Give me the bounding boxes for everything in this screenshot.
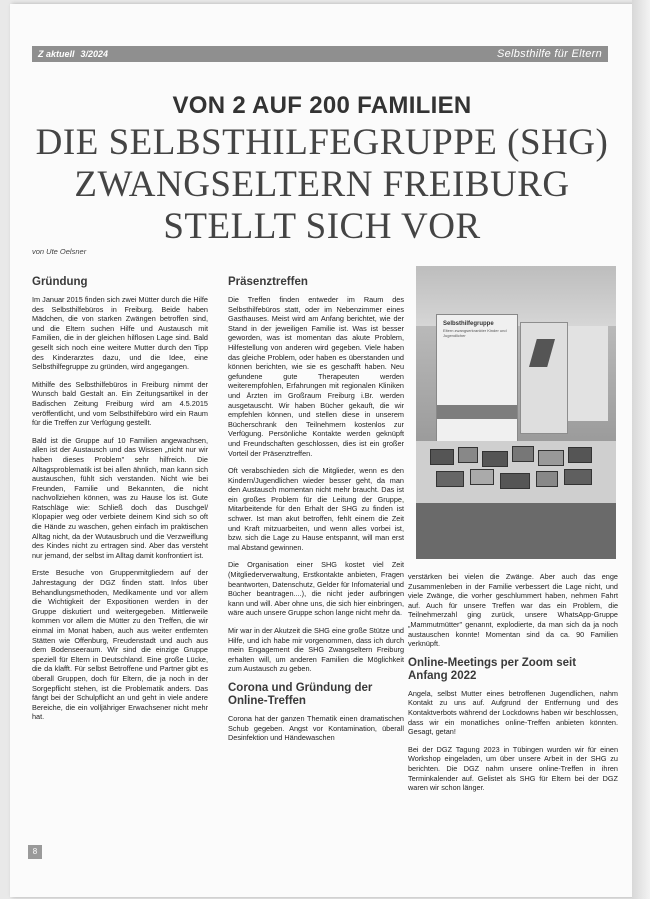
column-1	[32, 276, 208, 730]
paragraph: verstärken bei vielen die Zwänge. Aber auch das enge Zusammenleben in der Familie verbessert die Lage nicht, und viele Zwänge, die vorher geschlummert haben, nehmen Fahrt auf. Auch für unsere Treffen war das ein Problem, die Teilnehmerzahl ging zurück, unsere WhatsApp-Gruppe „Mammutmütter" genannt, explodierte, da man sich da ja noch austauschen konnte! Momentan sind da ca. 90 Familien verknüpft.	[408, 572, 618, 649]
photo-book-table	[416, 441, 616, 559]
page-spine	[632, 0, 650, 899]
paragraph: Mithilfe des Selbsthilfebüros in Freiburg nimmt der Wunsch bald Gestalt an. Ein Zeitungsartikel in der Badischen Zeitung Freiburg wird am 4.5.2015 veröffentlicht, und vom Selbsthilfebüro wird ein Raum für die Treffen zur Verfügung gestellt.	[32, 379, 208, 428]
header-left	[32, 49, 108, 59]
author-byline: von Ute Oelsner	[32, 247, 87, 256]
photo-window	[565, 326, 608, 421]
paragraph: Die Treffen finden entweder im Raum des Selbsthilfebüros statt, oder im Nebenzimmer eines Gasthauses. Meist wird am Anfang berichtet, wie der Stand in der jeweiligen Familie ist. Was ist besser geworden, was ist momentan das akute Problem, Hilfestellung von anderen wird gegeben. Viele haben das gleiche Problem, oder haben es überstanden und können berichten, wie sie es geschafft haben. Neu gefundene gute Therapeuten werden weiterempfohlen, Erfahrungen mit regionalen Kliniken und Ärzten im Großraum Freiburg i.Br. werden ausgetauscht. Wir haben Bücher gekauft, die wir empfehlen können, und stellen diese in unserem Bücherschrank den Teilnehmern kostenlos zur Verfügung. Persönliche Kontakte werden geknüpft und Freundschaften geschlossen, dies ist ein großer Vorteil der Präsenztreffen.	[228, 295, 404, 458]
headline-line-3: STELLT SICH VOR	[163, 206, 481, 247]
paragraph: Mir war in der Akutzeit die SHG eine große Stütze und Hilfe, und ich habe mir vorgenommen, dass ich durch mein Engagement die SHG Zwangseltern Freiburg erhalten will, um anderen Familien die Möglichkeit zum Austausch zu geben.	[228, 626, 404, 674]
column-3	[408, 572, 618, 801]
header-bar	[32, 46, 608, 62]
book-icon	[564, 469, 592, 485]
paragraph: Im Januar 2015 finden sich zwei Mütter durch die Hilfe des Selbsthilfebüros in Freiburg. Beide haben Mädchen, die von starken Zwängen betroffen sind, und die Eltern suchen Hilfe und Austausch mit Familien, die in der gleichen hilflosen Lage sind. Bald gesellt sich noch eine weitere Mutter durch den Tipp des Kinderarztes dazu, und die Idee, eine Selbsthilfegruppe zu gründen, wird angegangen.	[32, 295, 208, 372]
book-icon	[512, 446, 534, 462]
book-icon	[430, 449, 454, 465]
poster-title: Selbsthilfegruppe	[443, 321, 494, 327]
logo-arrow-icon	[529, 339, 555, 367]
book-icon	[482, 451, 508, 467]
headline	[10, 122, 634, 248]
book-icon	[500, 473, 530, 489]
section-heading-online: Online-Meetings per Zoom seit Anfang 2022	[408, 656, 577, 682]
photo-poster-2	[520, 322, 568, 434]
headline-line-2: ZWANGSELTERN FREIBURG	[74, 164, 570, 205]
headline-line-1: DIE SELBSTHILFEGRUPPE (SHG)	[35, 122, 609, 163]
poster-subtitle: Eltern zwangserkrankter Kinder und Jugendlicher	[443, 328, 507, 338]
magazine-page	[10, 4, 634, 897]
book-icon	[568, 447, 592, 463]
book-icon	[470, 469, 494, 485]
book-icon	[538, 450, 564, 466]
paragraph: Corona hat der ganzen Thematik einen dramatischen Schub gegeben. Angst vor Kontamination, überall Desinfektion und Händewaschen	[228, 713, 404, 743]
paragraph: Oft verabschieden sich die Mitglieder, wenn es den Kindern/Jugendlichen wieder besser geht, da man den Austausch momentan nicht mehr braucht. Das ist ein großes Problem für die Leitung der Gruppe, Mitarbeitende für den Erhalt der SHG zu finden ist schwer. Ist man akut betroffen, fehlt einem die Zeit und Kraft mitzuarbeiten, und wenn alles vorbei ist, bzw. sich die Lage zu Hause entspannt, will man erst mal Abstand gewinnen.	[228, 466, 404, 552]
issue-number: 3/2024	[80, 49, 109, 59]
section-heading-corona: Corona und Gründung der Online-Treffen	[228, 681, 373, 707]
section-heading-praesenztreffen: Präsenztreffen	[228, 276, 308, 288]
photo-poster	[436, 314, 518, 446]
section-label: Selbsthilfe für Eltern	[496, 48, 602, 60]
paragraph: Die Organisation einer SHG kostet viel Zeit (Mitgliederverwaltung, Erstkontakte anbieten, Fragen beantworten, Datenschutz, Gelder für Infomaterial und Bücher beantragen....), die nicht jeder aufbringen kann und will. Aber ohne uns, die sich hier einbringen, wäre auch unsere Gruppe schon lange nicht mehr da.	[228, 560, 404, 618]
photo-info-stand	[416, 266, 616, 559]
section-heading-gruendung: Gründung	[32, 276, 88, 288]
paragraph: Bald ist die Gruppe auf 10 Familien angewachsen, allen ist der Austausch und das Wissen „nicht nur wir haben dieses Problem" sehr hilfreich. Die Alltagsproblematik ist bei allen ähnlich, man kann sich austauschen, fühlt sich verstanden. Nicht wie bei Freunden, Familie und Bekannten, die nicht nachvollziehen können, was zu Hause los ist. Gute Ratschläge wie: Schließ doch das Duschgel/ Klopapier weg oder verbiete deinem Kind sich so oft die Hände zu waschen, gehen einfach im praktischen Alltag nicht, da der Wutausbruch und die Verzweiflung des Kindes nicht zu ertragen sind. Aber das versteht nur jemand, der selbst im Alltag damit konfrontiert ist.	[32, 435, 208, 560]
paragraph: Erste Besuche von Gruppenmitgliedern auf der Jahrestagung der DGZ finden statt. Infos über Behandlungsmethoden, Medikamente und vor allem die Wichtigkeit der Expositionen werden in der Gruppe diskutiert und weitergegeben. Mittlerweile kommen vor allem die Mütter zu den Treffen, die wir einmal im Monat haben, auch aus weiter entfernten Stätten wie Offenburg, Freudenstadt und auch aus dem Bodenseeraum. Wir sind die einzige Gruppe speziell für Eltern in Deutschland. Eine große Lücke, die da klafft. Für selbst Betroffene und Partner gibt es überall Gruppen, doch für Eltern, die ja noch in der Sorgepflicht stehen, ist die Problematik anders. Das fängt bei der Schulpflicht an und geht in viele andere Bereiche, die ein volljähriger Erwachsener nicht mehr hat.	[32, 568, 208, 722]
poster-band	[437, 405, 517, 419]
book-icon	[436, 471, 464, 487]
kicker-title: VON 2 AUF 200 FAMILIEN	[172, 92, 472, 119]
magazine-logo: Z aktuell	[38, 49, 75, 59]
paragraph: Bei der DGZ Tagung 2023 in Tübingen wurden wir für einen Workshop eingeladen, um über unsere Arbeit in der SHG zu berichten. Die DGZ nahm unsere online-Treffen in ihren Terminkalender auf. Gelistet als SHG für Eltern bei der DGZ waren wir schon länger.	[408, 744, 618, 793]
page-number: 8	[28, 845, 42, 859]
book-icon	[458, 447, 478, 463]
book-icon	[536, 471, 558, 487]
paragraph: Angela, selbst Mutter eines betroffenen Jugendlichen, nahm Kontakt zu uns auf. Aufgrund der Entfernung und des Kontaktverbots während der Lockdowns haben wir beschlossen, dass wir ein monatliches online-Treffen anbieten könnten. Gesagt, getan!	[408, 688, 618, 737]
column-2	[228, 276, 404, 751]
